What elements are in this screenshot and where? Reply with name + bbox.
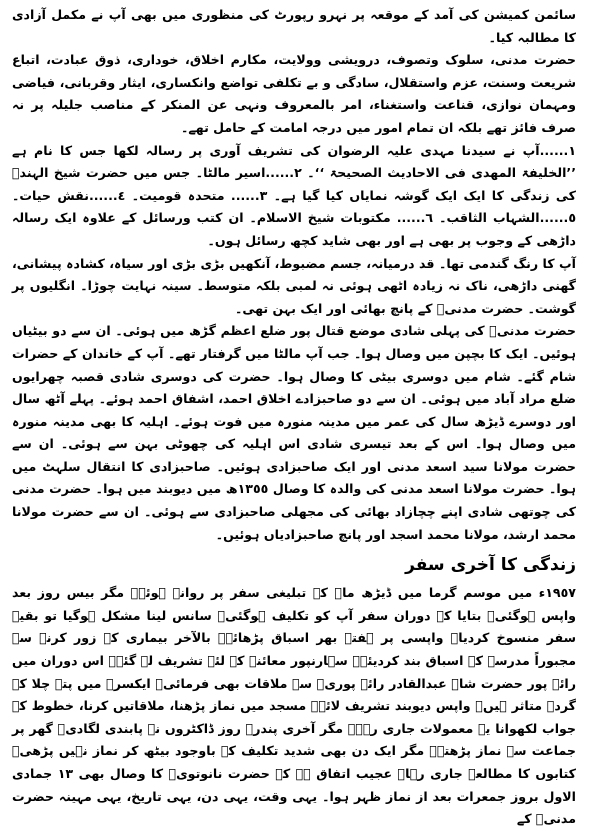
paragraph-last-journey: ١٩٥٧ء میں موسم گرما میں ڈیڑھ ماہ کے تبلیغی سفر پر روانہ ہوئے۔ مگر بیس روز بعد واپس ہوگئی۔ بتایا کہ دوران سفر آپ کو تکلیف ہوگئی۔ سانس لینا مشکل ہوگیا تو بقیہ سفر منسوخ کردیا۔ واپسی پر ہفتہ بھر اسباق پڑھائے۔ بالآخر بیماری کے زور کرنے سے مجبوراً مدرسہ کے اسباق بند کردیئے۔ سہارنپور معائنہ کے لئے تشریف لے گئے۔ اس دوران میں رائے پور حضرت شاہ عبدالقادر رائے پوریؒ سے ملاقات بھی فرمائی۔ ایکسرے میں پتہ چلا کہ گردے متاثر ہیں۔ واپس دیوبند تشریف لائے۔ مسجد میں نماز پڑھنا، ملاقاتیں کرنا، خطوط کے جواب لکھوانا یہ معمولات جاری رہے۔ مگر آخری پندرہ روز ڈاکٹروں نے پابندی لگادی۔ گھر پر جماعت سے نماز پڑھتے۔ مگر ایک دن بھی شدید تکلیف کے باوجود بیٹھ کر نماز نہیں پڑھی۔ کتابوں کا مطالعہ جاری رہا۔ عجیب اتفاق ہے کہ حضرت نانوتویؒ کا وصال بھی ١٣ جمادی الاول بروز جمعرات بعد از نماز ظہر ہوا۔ یہی وقت، یہی دن، یہی تاریخ، یہی مہینہ حضرت مدنیؒ کے	[12, 585, 576, 827]
section-heading-last-journey: زندگی کا آخری سفر	[405, 555, 576, 576]
paragraph-simon-commission: سائمن کمیشن کی آمد کے موقعہ پر نہرو رپورٹ کی منظوری میں بھی آپ نے مکمل آزادی کا مطالبہ کیا۔	[12, 7, 576, 45]
paragraph-family: حضرت مدنیؒ کی پہلی شادی موضع قتال پور ضلع اعظم گڑھ میں ہوئی۔ ان سے دو بیٹیاں ہوئیں۔ ایک کا بچپن میں وصال ہوا۔ جب آپ مالٹا میں گرفتار تھے۔ آپ کے خاندان کے حضرات شام گئے۔ شام میں دوسری بیٹی کا وصال ہوا۔ حضرت کی دوسری شادی قصبہ چھرایوں ضلع مراد آباد میں ہوئی۔ ان سے دو صاحبزادے اخلاق احمد، اشفاق احمد ہوئے۔ پہلے آٹھ سال اور دوسرے ڈیڑھ سال کی عمر میں مدینہ منورہ میں فوت ہوئے۔ اہلیہ کا بھی مدینہ منورہ میں وصال ہوا۔ اس کے بعد تیسری شادی اس اہلیہ کی چھوٹی بہن سے ہوئی۔ ان سے حضرت مولانا سید اسعد مدنی اور ایک صاحبزادی ہوئیں۔ صاحبزادی کا انتقال سلہٹ میں ہوا۔ حضرت مولانا اسعد مدنی کی والدہ کا وصال ١٣٥٥ھ میں دیوبند میں ہوا۔ حضرت مدنی کی چوتھی شادی اپنے چچازاد بھائی کی مجھلی صاحبزادی سے ہوئی۔ ان سے حضرت مولانا محمد ارشد، مولانا محمد اسجد اور پانچ صاحبزادیاں ہوئیں۔	[12, 323, 576, 542]
paragraph-writings: ١......آپ نے سیدنا مہدی علیہ الرضوان کی تشریف آوری پر رسالہ لکھا جس کا نام ہے ’’الخلیفۃ المھدی فی الاحادیث الصحیحۃ ‘‘۔ ٢......اسیر مالٹا۔ جس میں حضرت شیخ الہندؒ کی زندگی کا ایک ایک گوشہ نمایاں کیا گیا ہے۔ ٣...... متحدہ قومیت۔ ٤......نقش حیات۔ ٥......الشہاب الثاقب۔ ٦...... مکتوبات شیخ الاسلام۔ ان کتب ورسائل کے علاوہ ایک رسالہ داڑھی کے وجوب پر بھی ہے اور بھی شاید کچھ رسائل ہوں۔	[12, 142, 576, 248]
paragraph-appearance: آپ کا رنگ گندمی تھا۔ قد درمیانہ، جسم مضبوط، آنکھیں بڑی بڑی اور سیاہ، کشادہ پیشانی، گھنی داڑھی، ناک نہ زیادہ اٹھی ہوئی نہ لمبی بلکہ متوسط۔ سینہ نہایت چوڑا۔ انگلیوں پر گوشت۔ حضرت مدنیؒ کے پانچ بھائی اور ایک بہن تھی۔	[12, 255, 576, 316]
paragraph-virtues: حضرت مدنی، سلوک وتصوف، درویشی وولایت، مکارم اخلاق، خوداری، ذوق عبادت، اتباع شریعت وسنت، عزم واستقلال، سادگی و بے تکلفی تواضع وانکساری، ایثار وقربانی، فیاضی ومہمان نوازی، قناعت واستغناء، امر بالمعروف ونہی عن المنکر کے مناصب جلیلہ پر نہ صرف فائز تھے بلکہ ان تمام امور میں درجہ امامت کے حامل تھے۔	[12, 52, 576, 135]
